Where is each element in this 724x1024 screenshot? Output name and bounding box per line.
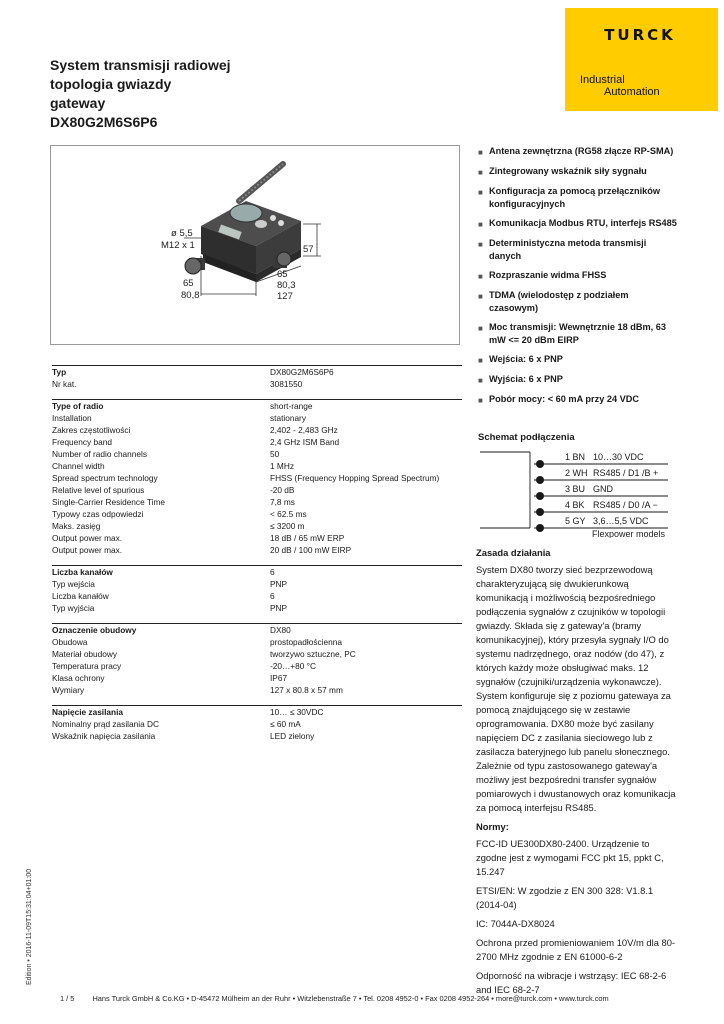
spec-row xyxy=(52,590,462,602)
spec-label: Channel width xyxy=(52,461,105,471)
spec-label: Nominalny prąd zasilania DC xyxy=(52,719,159,729)
pin-icon xyxy=(536,508,544,516)
feature-text: Moc transmisji: Wewnętrznie 18 dBm, 63 mW <= 20 dBm EIRP xyxy=(489,322,666,345)
spec-row xyxy=(52,706,462,718)
spec-label: Typowy czas odpowiedzi xyxy=(52,509,144,519)
spec-row xyxy=(52,566,462,578)
square-bullet-icon: ■ xyxy=(478,188,483,197)
wire-pin: 1 BN xyxy=(565,452,586,462)
spec-label: Typ wejścia xyxy=(52,579,95,589)
wire-signal: RS485 / D1 /B + xyxy=(593,468,659,478)
spec-value: 1 MHz xyxy=(270,461,294,471)
dim-height: 57 xyxy=(303,244,314,255)
spec-row xyxy=(52,578,462,590)
dim-thread: M12 x 1 xyxy=(161,240,195,251)
square-bullet-icon: ■ xyxy=(478,292,483,301)
product-image-frame xyxy=(50,145,460,345)
spec-row xyxy=(52,636,462,648)
spec-label: Frequency band xyxy=(52,437,112,447)
spec-row xyxy=(52,484,462,496)
feature-item xyxy=(478,217,678,231)
spec-row xyxy=(52,532,462,544)
feature-text: Pobór mocy: < 60 mA przy 24 VDC xyxy=(489,394,640,404)
spec-value: < 62.5 ms xyxy=(270,509,307,519)
dim-127: 127 xyxy=(277,291,293,302)
spec-group-radio xyxy=(52,399,462,556)
wire-signal: RS485 / D0 /A − xyxy=(593,500,658,510)
spec-group-power xyxy=(52,705,462,742)
square-bullet-icon: ■ xyxy=(478,148,483,157)
spec-value: FHSS (Frequency Hopping Spread Spectrum) xyxy=(270,473,440,483)
spec-label: Materiał obudowy xyxy=(52,649,118,659)
dim-hole: ø 5,5 xyxy=(171,228,193,239)
wire-signal: GND xyxy=(593,484,613,494)
spec-label: Type of radio xyxy=(52,401,104,411)
spec-value: 3081550 xyxy=(270,379,303,389)
spec-value: 2,402 - 2,483 GHz xyxy=(270,425,338,435)
dim-65-left: 65 xyxy=(183,278,194,289)
feature-text: TDMA (wielodostęp z podziałem czasowym) xyxy=(489,290,629,313)
title-line-3: gateway xyxy=(50,95,106,111)
spec-row xyxy=(52,366,462,378)
spec-label: Single-Carrier Residence Time xyxy=(52,497,165,507)
feature-item xyxy=(478,145,678,159)
spec-row xyxy=(52,672,462,684)
spec-value: -20…+80 °C xyxy=(270,661,316,671)
spec-row xyxy=(52,718,462,730)
edition-stamp: Edition • 2016-11-09T15:31:04+01:00 xyxy=(26,868,33,985)
spec-label: Zakres częstotliwości xyxy=(52,425,131,435)
spec-row xyxy=(52,472,462,484)
title-line-1: System transmisji radiowej xyxy=(50,57,231,73)
wire-signal: 3,6…5,5 VDC xyxy=(593,516,649,526)
spec-label: Liczba kanałów xyxy=(52,591,109,601)
norm-item: Ochrona przed promieniowaniem 10V/m dla 80-2700 MHz zgodnie z EN 61000-6-2 xyxy=(476,937,676,962)
product-drawing xyxy=(51,146,459,344)
spec-value: 7,8 ms xyxy=(270,497,295,507)
spec-label: Liczba kanałów xyxy=(52,567,113,577)
principle-heading: Zasada działania xyxy=(476,547,551,558)
spec-label: Installation xyxy=(52,413,92,423)
pin-icon xyxy=(536,492,544,500)
spec-value: tworzywo sztuczne, PC xyxy=(270,649,356,659)
square-bullet-icon: ■ xyxy=(478,396,483,405)
square-bullet-icon: ■ xyxy=(478,240,483,249)
spec-value: prostopadłościenna xyxy=(270,637,342,647)
spec-value: 127 x 80.8 x 57 mm xyxy=(270,685,343,695)
feature-item xyxy=(478,165,678,179)
spec-value: 18 dB / 65 mW ERP xyxy=(270,533,345,543)
spec-row xyxy=(52,660,462,672)
spec-value: 2,4 GHz ISM Band xyxy=(270,437,340,447)
spec-row xyxy=(52,400,462,412)
title-line-2: topologia gwiazdy xyxy=(50,76,172,92)
spec-row xyxy=(52,624,462,636)
spec-group-housing xyxy=(52,623,462,696)
spec-group-identity xyxy=(52,365,462,390)
wire-pin: 3 BU xyxy=(565,484,586,494)
feature-item xyxy=(478,373,678,387)
spec-value: 50 xyxy=(270,449,280,459)
square-bullet-icon: ■ xyxy=(478,168,483,177)
feature-item xyxy=(478,321,678,347)
spec-row xyxy=(52,684,462,696)
norm-item: ETSI/EN: W zgodzie z EN 300 328: V1.8.1 (2014-04) xyxy=(476,885,654,910)
spec-row xyxy=(52,436,462,448)
spec-label: Klasa ochrony xyxy=(52,673,105,683)
wire-signal: 10…30 VDC xyxy=(593,452,644,462)
wire-pin: 5 GY xyxy=(565,516,586,526)
title-line-4: DX80G2M6S6P6 xyxy=(50,114,158,130)
wire-pin: 2 WH xyxy=(565,468,588,478)
feature-item xyxy=(478,393,678,407)
square-bullet-icon: ■ xyxy=(478,272,483,281)
feature-text: Konfiguracja za pomocą przełączników konfiguracyjnych xyxy=(489,186,661,209)
spec-label: Obudowa xyxy=(52,637,88,647)
feature-text: Zintegrowany wskaźnik siły sygnału xyxy=(489,166,647,176)
spec-row xyxy=(52,412,462,424)
spec-value: PNP xyxy=(270,603,288,613)
norms-heading: Normy: xyxy=(476,821,509,832)
square-bullet-icon: ■ xyxy=(478,324,483,333)
pin-icon xyxy=(536,460,544,468)
feature-text: Wejścia: 6 x PNP xyxy=(489,354,563,364)
norm-item: FCC-ID UE300DX80-2400. Urządzenie to zgodne jest z wymogami FCC pkt 15, ppkt C, 15.247 xyxy=(476,838,664,877)
antenna xyxy=(239,164,283,201)
spec-value: DX80G2M6S6P6 xyxy=(270,367,334,377)
feature-text: Rozpraszanie widma FHSS xyxy=(489,270,607,280)
spec-row xyxy=(52,508,462,520)
spec-value: 6 xyxy=(270,567,275,577)
spec-value: ≤ 60 mA xyxy=(270,719,301,729)
schematic-title: Schemat podłączenia xyxy=(478,432,575,443)
dim-80-8: 80,8 xyxy=(181,290,200,301)
feature-text: Wyjścia: 6 x PNP xyxy=(489,374,563,384)
spec-row xyxy=(52,520,462,532)
norm-item: Odporność na wibracje i wstrząsy: IEC 68-2-6 and IEC 68-2-7 xyxy=(476,970,667,995)
square-bullet-icon: ■ xyxy=(478,376,483,385)
spec-label: Typ wyjścia xyxy=(52,603,95,613)
feature-item xyxy=(478,353,678,367)
spec-label: Output power max. xyxy=(52,545,123,555)
spec-value: stationary xyxy=(270,413,306,423)
square-bullet-icon: ■ xyxy=(478,220,483,229)
spec-value: -20 dB xyxy=(270,485,295,495)
spec-value: IP67 xyxy=(270,673,288,683)
square-bullet-icon: ■ xyxy=(478,356,483,365)
dim-65-right: 65 xyxy=(277,269,288,280)
feature-item xyxy=(478,185,678,211)
schematic-caption: Flexpower models xyxy=(592,529,666,538)
feature-item xyxy=(478,289,678,315)
spec-value: 20 dB / 100 mW EIRP xyxy=(270,545,352,555)
spec-label: Nr kat. xyxy=(52,379,77,389)
spec-label: Napięcie zasilania xyxy=(52,707,124,717)
feature-item xyxy=(478,269,678,283)
spec-row xyxy=(52,460,462,472)
spec-label: Output power max. xyxy=(52,533,123,543)
operating-principle xyxy=(476,546,680,1002)
feature-list xyxy=(478,145,678,413)
spec-group-channels xyxy=(52,565,462,614)
spec-row xyxy=(52,424,462,436)
spec-row xyxy=(52,730,462,742)
feature-text: Antena zewnętrzna (RG58 złącze RP-SMA) xyxy=(489,146,674,156)
company-contact: Hans Turck GmbH & Co.KG • D-45472 Mülheim an der Ruhr • Witzlebenstraße 7 • Tel. 0208 4952-0 • Fax 0208 4952-264 • more@turck.com • www.turck.com xyxy=(92,994,609,1003)
turck-logo xyxy=(565,8,718,111)
spec-label: Spread spectrum technology xyxy=(52,473,158,483)
wire-pin: 4 BK xyxy=(565,500,585,510)
spec-value: PNP xyxy=(270,579,288,589)
feature-item xyxy=(478,237,678,263)
spec-value: DX80 xyxy=(270,625,291,635)
spec-table xyxy=(52,365,462,751)
spec-label: Typ xyxy=(52,367,67,377)
spec-row xyxy=(52,448,462,460)
spec-label: Relative level of spurious xyxy=(52,485,145,495)
feature-text: Komunikacja Modbus RTU, interfejs RS485 xyxy=(489,218,677,228)
logo-line-1: Industrial xyxy=(580,74,625,86)
spec-value: 10… ≤ 30VDC xyxy=(270,707,324,717)
spec-label: Wskaźnik napięcia zasilania xyxy=(52,731,156,741)
pin-icon xyxy=(536,476,544,484)
page-number: 1 / 5 xyxy=(60,994,75,1003)
spec-row xyxy=(52,544,462,556)
pin-icon xyxy=(536,524,544,532)
dim-80-3: 80,3 xyxy=(277,280,296,291)
spec-label: Wymiary xyxy=(52,685,85,695)
logo-line-2: Automation xyxy=(604,86,660,98)
spec-row xyxy=(52,648,462,660)
logo-brand: TURCK xyxy=(604,26,676,44)
spec-value: ≤ 3200 m xyxy=(270,521,305,531)
spec-row xyxy=(52,378,462,390)
page-title xyxy=(50,56,380,132)
spec-value: LED zielony xyxy=(270,731,315,741)
principle-text: System DX80 tworzy sieć bezprzewodową charakteryzującą się dwukierunkową komunikacją i możliwością bezpośredniego podłączenia sygnałów z czujników w topologii gwiazdy. Składa się z gateway'a (bramy komunikacyjnej), który przesyła sygnały I/O do systemu nadrzędnego, oraz nodów (do 47), z których każdy może obsługiwać maks. 12 sygnałów (czujniki/urządzenia wykonawcze). System konfiguruje się z poziomu gatewaya za pomocą znajdującego się w zestawie oprogramowania. DX80 może być zasilany napięciem DC z zasilania sieciowego lub z zasilacza bateryjnego lub panelu słonecznego. Zależnie od typu zastosowanego gateway'a możliwy jest bezpośredni transfer sygnałów pomiarowych i dwustanowych oraz komunikacja za pomocą interfejsu RS485. xyxy=(476,564,676,813)
spec-label: Oznaczenie obudowy xyxy=(52,625,137,635)
spec-label: Number of radio channels xyxy=(52,449,148,459)
wiring-diagram xyxy=(478,448,678,538)
spec-label: Temperatura pracy xyxy=(52,661,122,671)
page-footer xyxy=(60,994,609,1003)
spec-row xyxy=(52,496,462,508)
spec-value: short-range xyxy=(270,401,313,411)
norm-item: IC: 7044A-DX8024 xyxy=(476,918,555,929)
feature-text: Deterministyczna metoda transmisji danych xyxy=(489,238,647,261)
spec-value: 6 xyxy=(270,591,275,601)
spec-label: Maks. zasięg xyxy=(52,521,101,531)
spec-row xyxy=(52,602,462,614)
